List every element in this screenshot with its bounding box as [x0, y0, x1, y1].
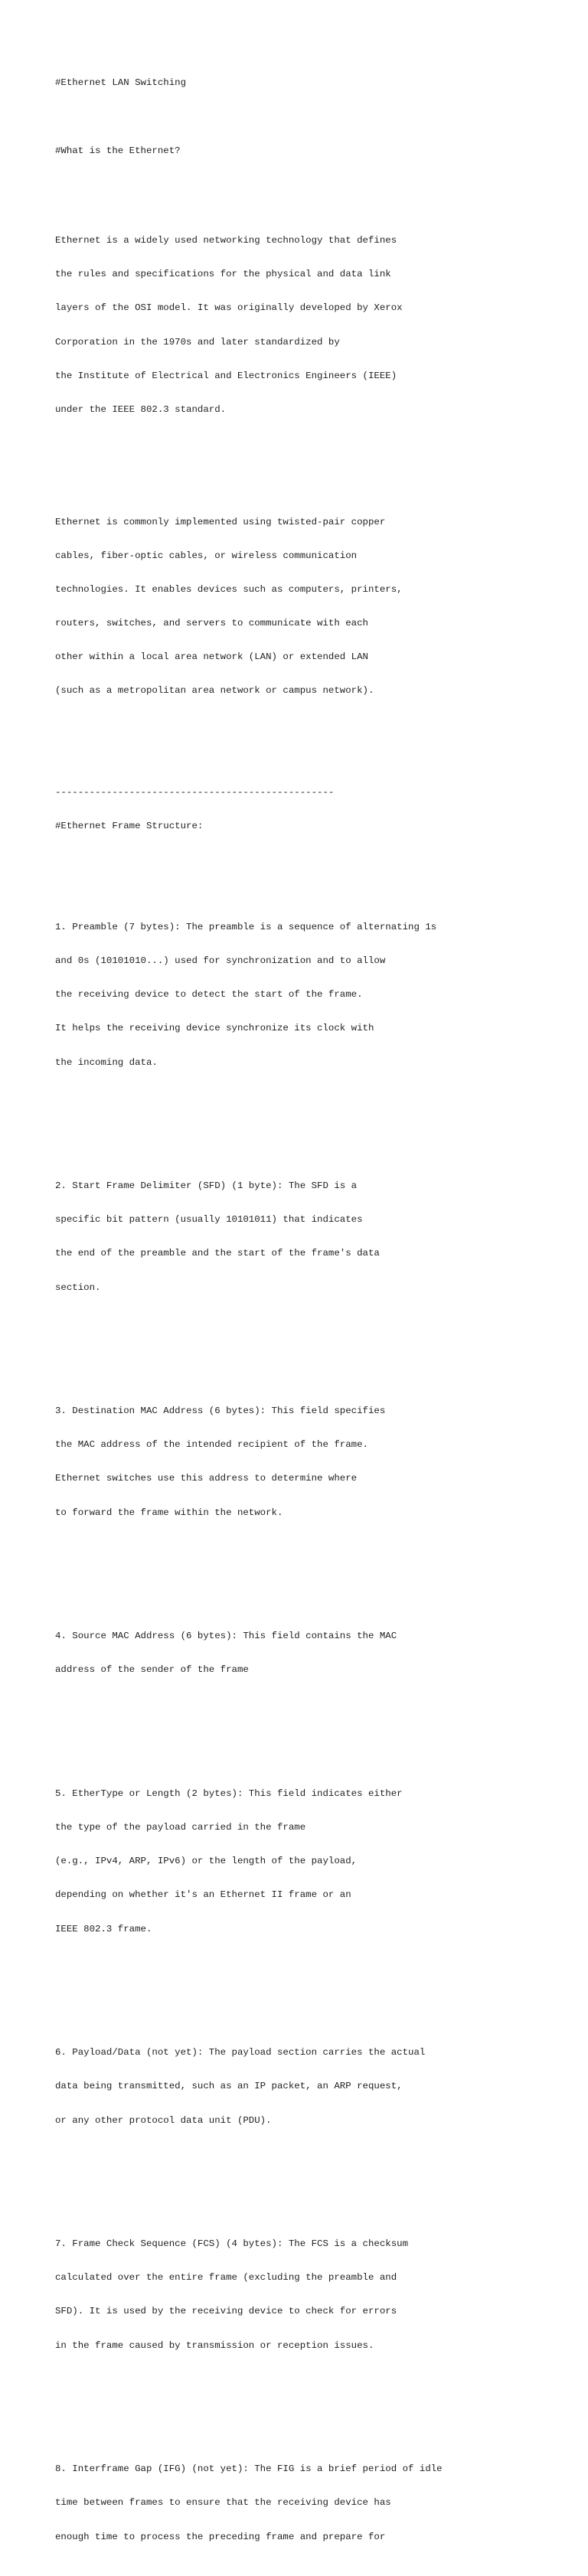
text-line: cables, fiber-optic cables, or wireless communication [55, 550, 358, 561]
text-line: 3. Destination MAC Address (6 bytes): This field specifies [55, 1406, 386, 1417]
list-item-fcs [55, 2216, 560, 2374]
text-line: Corporation in the 1970s and later standardized by [55, 336, 340, 348]
section-heading-frame-structure: #Ethernet Frame Structure: [55, 820, 204, 831]
text-line: SFD). It is used by the receiving device to check for errors [55, 2306, 397, 2317]
section-heading-what-is-ethernet: #What is the Ethernet? [55, 145, 181, 156]
list-item-sfd [55, 1158, 560, 1316]
text-line: specific bit pattern (usually 10101011) that indicates [55, 1214, 363, 1226]
text-line: the Institute of Electrical and Electronics Engineers (IEEE) [55, 370, 397, 381]
text-line: data being transmitted, such as an IP packet, an ARP request, [55, 2081, 403, 2092]
list-item-ifg [55, 2441, 560, 2565]
text-line: IEEE 802.3 frame. [55, 1923, 152, 1934]
text-line: 4. Source MAC Address (6 bytes): This field contains the MAC [55, 1631, 397, 1642]
text-line: the incoming data. [55, 1056, 158, 1068]
text-line: 2. Start Frame Delimiter (SFD) (1 byte): The SFD is a [55, 1180, 358, 1192]
list-item-destination-mac [55, 1383, 560, 1541]
text-line: 1. Preamble (7 bytes): The preamble is a sequence of alternating 1s [55, 922, 437, 933]
text-line: the receiving device to detect the start of the frame. [55, 989, 363, 1001]
text-line: (e.g., IPv4, ARP, IPv6) or the length of the payload, [55, 1856, 358, 1867]
document-title: #Ethernet LAN Switching [55, 77, 187, 89]
text-line: the type of the payload carried in the frame [55, 1822, 306, 1833]
text-line: technologies. It enables devices such as computers, printers, [55, 584, 403, 595]
text-line: to forward the frame within the network. [55, 1507, 283, 1518]
text-line: Ethernet is a widely used networking technology that defines [55, 235, 397, 246]
text-line: and 0s (10101010...) used for synchronization and to allow [55, 955, 386, 967]
text-line: address of the sender of the frame [55, 1664, 249, 1676]
text-line: in the frame caused by transmission or reception issues. [55, 2339, 374, 2351]
text-line: 7. Frame Check Sequence (FCS) (4 bytes): The FCS is a checksum [55, 2238, 409, 2250]
text-line: time between frames to ensure that the receiving device has [55, 2497, 391, 2509]
text-line: enough time to process the preceding frame and prepare for [55, 2531, 386, 2542]
list-item-preamble [55, 899, 560, 1091]
text-line: Ethernet is commonly implemented using twisted-pair copper [55, 516, 386, 527]
text-line: the MAC address of the intended recipient of the frame. [55, 1439, 368, 1451]
text-line: 8. Interframe Gap (IFG) (not yet): The FIG is a brief period of idle [55, 2463, 443, 2475]
text-line: (such as a metropolitan area network or campus network). [55, 685, 374, 697]
paragraph-ethernet-implementation [55, 494, 560, 719]
text-line: the end of the preamble and the start of the frame's data [55, 1248, 380, 1259]
text-line: other within a local area network (LAN) or extended LAN [55, 651, 368, 663]
list-item-source-mac [55, 1608, 560, 1699]
text-line: Ethernet switches use this address to determine where [55, 1473, 358, 1484]
text-line: 5. EtherType or Length (2 bytes): This field indicates either [55, 1788, 403, 1800]
section-divider: ------------------------------------------------- [55, 786, 335, 798]
text-line: routers, switches, and servers to communicate with each [55, 618, 368, 629]
text-line: It helps the receiving device synchronize its clock with [55, 1023, 374, 1034]
document-page [55, 55, 560, 2576]
list-item-ethertype [55, 1766, 560, 1957]
list-item-payload [55, 2025, 560, 2149]
text-line: layers of the OSI model. It was originally developed by Xerox [55, 302, 403, 314]
paragraph-ethernet-definition [55, 213, 560, 438]
text-line: calculated over the entire frame (excluding the preamble and [55, 2272, 397, 2284]
text-line: depending on whether it's an Ethernet II frame or an [55, 1889, 351, 1901]
text-line: or any other protocol data unit (PDU). [55, 2114, 272, 2126]
text-line: 6. Payload/Data (not yet): The payload section carries the actual [55, 2047, 426, 2059]
text-line: under the IEEE 802.3 standard. [55, 403, 227, 415]
text-line: the rules and specifications for the physical and data link [55, 269, 391, 280]
text-line: section. [55, 1281, 101, 1293]
